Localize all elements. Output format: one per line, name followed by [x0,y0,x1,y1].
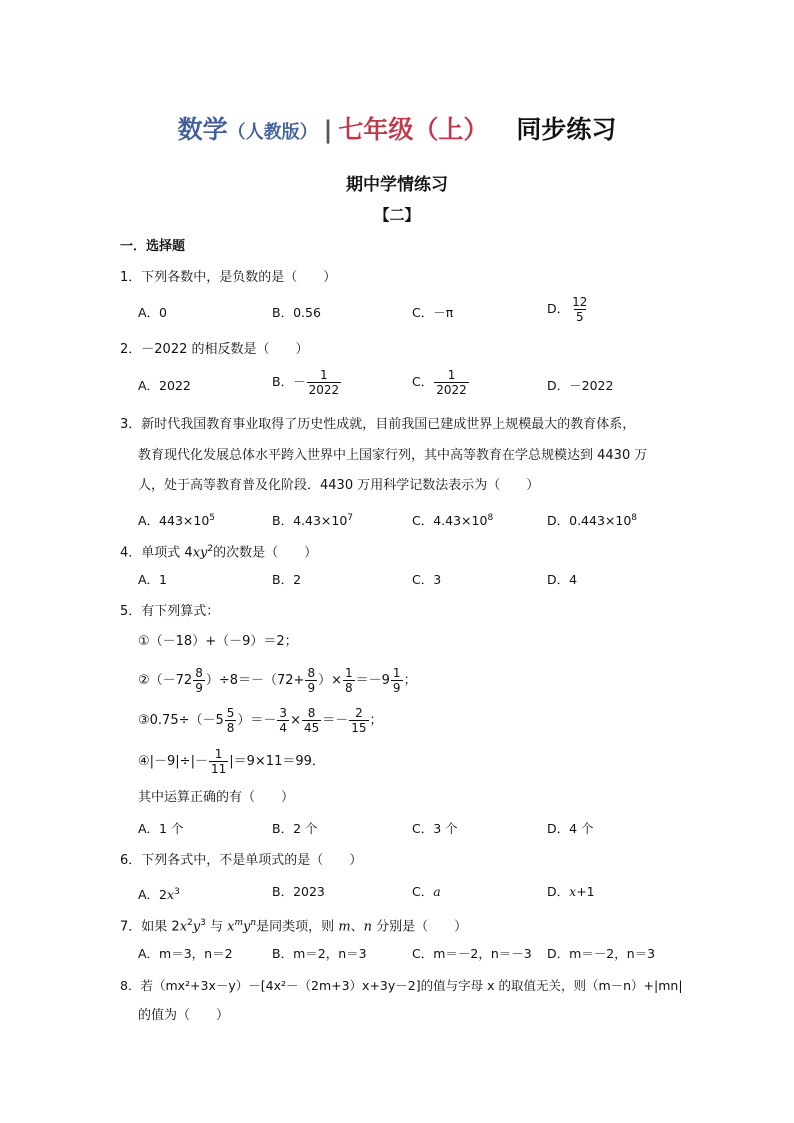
exponent: n [250,918,257,928]
question-2: 2．－2022 的相反数是（ ） [120,342,309,357]
section-heading: 一．选择题 [120,239,186,254]
question-6: 6．下列各式中，不是单项式的是（ ） [120,853,363,868]
page-title: 期中学情练习 [346,175,448,195]
fraction [193,666,205,695]
header-sync-practice: 同步练习 [516,115,617,144]
q4-option-a: A．1 [138,572,168,587]
option-prefix: A．2 [138,887,168,903]
q4-prefix: 4．单项式 4 [120,545,193,561]
q2-option-a: A．2022 [138,378,191,393]
fraction [225,706,237,735]
exponent: 8 [487,513,494,523]
q5-expression-1: ①（－18）+（－9）＝2； [138,634,298,649]
q7-option-b: B．m＝2，n＝3 [272,946,367,961]
option-prefix: C． [412,884,434,899]
fraction [305,666,317,695]
worksheet-header [0,110,794,146]
q3-option-a-text: A．443×10 [138,513,210,529]
q1-option-d-prefix: D． [547,301,570,316]
q5-expression-4 [138,747,325,776]
numerator: 8 [195,666,203,680]
question-3-line-3: 人，处于高等教育普及化阶段．4430 万用科学记数法表示为（ ） [138,478,540,493]
denominator: 9 [307,681,316,695]
q6-option-a [138,882,180,905]
q3-option-d-text: D．0.443×10 [547,513,632,529]
numerator: 1 [214,747,223,761]
denominator: 15 [351,721,367,735]
q2-option-c [412,368,470,397]
fraction [391,666,403,695]
q5-option-c: C．3 个 [412,821,458,836]
denominator: 2022 [436,383,467,397]
exponent: 7 [347,513,354,523]
expr-part: |＝9×11＝99． [229,754,325,769]
q3-option-b [272,508,353,531]
question-8-line-2: 的值为（ ） [138,1008,230,1023]
numerator: 1 [447,368,456,382]
numerator: 3 [279,706,288,720]
variable: x [227,919,235,935]
q4-option-c: C．3 [412,572,442,587]
option-suffix: +1 [576,884,595,899]
q5-expression-3 [138,706,383,735]
fraction [349,706,368,735]
q5-option-d: D．4 个 [547,821,594,836]
variable: x [167,887,175,903]
expr-part: ）÷8＝－（72+ [205,673,305,688]
denominator: 11 [210,762,227,776]
q5-question: 其中运算正确的有（ ） [138,790,295,805]
q4-option-b: B．2 [272,572,302,587]
variable: n [363,919,373,935]
denominator: 2022 [308,383,340,397]
question-4 [120,539,317,563]
numerator: 2 [355,706,363,720]
q5-option-a: A．1 个 [138,821,184,836]
header-edition: （人教版） [227,122,318,143]
variable: x [569,884,577,899]
option-prefix: D． [547,884,570,899]
q7-option-c: C．m＝－2，n＝－3 [412,946,532,961]
q4-option-d: D．4 [547,572,578,587]
numerator: 8 [307,706,316,720]
numerator: 1 [392,666,401,680]
expr-part: ②（－72 [138,673,193,688]
numerator: 12 [572,295,588,309]
variable: y [192,919,201,935]
q2-option-c-prefix: C． [412,374,434,389]
header-separator: | [323,116,333,144]
q3-option-c [412,508,493,531]
question-1: 1．下列各数中，是负数的是（ ） [120,270,337,285]
q4-variables: xy [192,545,208,561]
question-8-line-1: 8．若（mx²+3x－y）－[4x²－（2m+3）x+3y－2]的值与字母 x 的取值无关，则（m－n）+|mn| [120,978,683,993]
q7-option-d: D．m＝－2，n＝3 [547,946,656,961]
variable: m [338,919,351,935]
exponent: 3 [200,918,206,928]
q6-option-c [412,882,441,902]
fraction [302,706,321,735]
q5-option-b: B．2 个 [272,821,318,836]
q7-part: 7．如果 2 [120,919,180,935]
fraction [277,706,289,735]
exponent: 2 [207,544,214,554]
question-3-line-2: 教育现代化发展总体水平跨入世界中上国家行列，其中高等教育在学总规模达到 4430 万 [138,448,648,463]
q5-expression-2 [138,666,417,695]
q2-option-d: D．－2022 [547,378,614,393]
q1-option-a: A．0 [138,305,168,320]
variable: x [179,919,188,935]
q1-fraction [570,295,589,324]
expr-part: × [290,713,301,728]
exponent: 2 [187,918,193,928]
expr-part: ）＝－ [237,713,277,728]
denominator: 4 [279,721,288,735]
denominator: 8 [345,681,353,695]
q6-option-d [547,882,595,902]
q2-c-fraction [434,368,469,397]
exponent: 8 [631,513,638,523]
denominator: 45 [303,721,320,735]
header-grade: 七年级（上） [338,115,489,144]
numerator: 1 [320,368,328,382]
expr-part: ③0.75÷（－5 [138,713,224,728]
fraction [343,666,355,695]
header-subject: 数学 [177,115,228,144]
q1-option-c: C．－π [412,305,454,320]
q2-option-b [272,368,342,397]
numerator: 5 [226,706,235,720]
page-subtitle: 【二】 [374,206,420,224]
expr-part: ④|－9|÷|－ [138,754,208,769]
q3-option-d [547,508,637,531]
expr-part: ）× [318,673,342,688]
q3-option-a [138,508,215,531]
q7-part: 、 [350,919,364,935]
q3-option-b-text: B．4.43×10 [272,513,348,529]
q7-part: 是同类项，则 [256,919,339,935]
exponent: 3 [174,887,180,897]
q3-option-c-text: C．4.43×10 [412,513,488,529]
denominator: 5 [575,310,584,324]
expr-part: ＝－9 [355,673,390,688]
q1-option-b: B．0.56 [272,305,321,320]
fraction [209,747,228,776]
q6-option-b: B．2023 [272,884,325,899]
numerator: 8 [307,666,316,680]
question-5: 5．有下列算式： [120,604,220,619]
question-3-line-1: 3．新时代我国教育事业取得了历史性成就，目前我国已建成世界上规模最大的教育体系， [120,417,636,432]
q4-suffix: 的次数是（ ） [213,545,318,561]
q2-option-b-prefix: B．－ [272,374,306,389]
expr-part: ； [403,673,417,688]
denominator: 9 [195,681,203,695]
expr-part: ； [369,713,383,728]
denominator: 8 [226,721,235,735]
expr-part: ＝－ [322,713,349,728]
exponent: m [234,918,244,928]
variable: a [433,884,441,899]
q7-option-a: A．m＝3，n＝2 [138,946,233,961]
numerator: 1 [345,666,353,680]
q7-part: 分别是（ ） [372,919,468,935]
q2-b-fraction [307,368,342,397]
denominator: 9 [392,681,401,695]
variable: y [243,919,251,935]
exponent: 5 [209,513,216,523]
q1-option-d [547,295,590,324]
q7-part: 与 [205,919,228,935]
question-7 [120,913,467,937]
